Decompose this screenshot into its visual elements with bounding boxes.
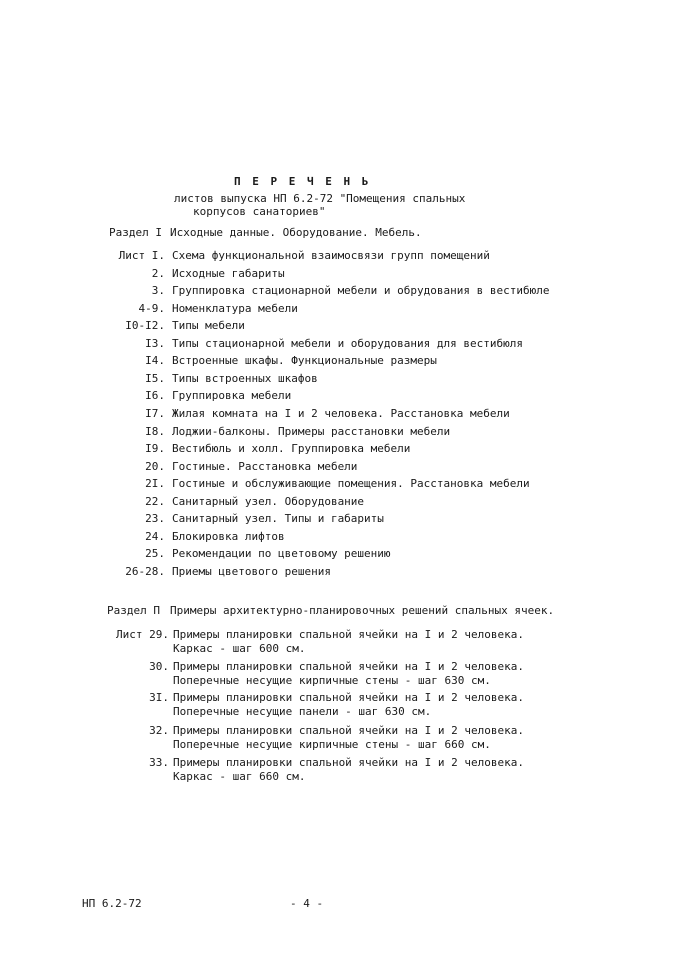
list-item-number: I9. (145, 442, 165, 455)
list-item-number: I6. (145, 389, 165, 402)
list-item-text: Встроенные шкафы. Функциональные размеры (172, 354, 437, 367)
list-item-number: 20. (145, 460, 165, 473)
list-item-text: Блокировка лифтов (172, 530, 285, 543)
list-item-number: 32. (149, 724, 169, 737)
list-item-number: 2I. (145, 477, 165, 490)
document-subtitle-line1: листов выпуска НП 6.2-72 "Помещения спальных (174, 192, 466, 205)
list-item-number: Лист I. (118, 249, 165, 262)
list-item-text: Примеры планировки спальной ячейки на I и 2 человека. (173, 660, 524, 673)
list-item-text: Схема функциональной взаимосвязи групп помещений (172, 249, 490, 262)
list-item-number: I0-I2. (125, 319, 165, 332)
list-item-number: 24. (145, 530, 165, 543)
list-item-number: 25. (145, 547, 165, 560)
list-item-number: 4-9. (138, 302, 165, 315)
list-item-text-continued: Поперечные несущие кирпичные стены - шаг 630 см. (173, 674, 491, 687)
document-subtitle-line2: корпусов санаториев" (193, 205, 326, 218)
list-item-text-continued: Поперечные несущие панели - шаг 630 см. (173, 705, 432, 718)
list-item-text: Гостиные и обслуживающие помещения. Расстановка мебели (172, 477, 530, 490)
list-item-text: Группировка мебели (172, 389, 292, 402)
list-item-number: I7. (145, 407, 165, 420)
section2-label: Раздел П (107, 604, 160, 617)
list-item-text: Санитарный узел. Типы и габариты (172, 512, 384, 525)
list-item-text: Примеры планировки спальной ячейки на I и 2 человека. (173, 756, 524, 769)
list-item-number: 3I. (149, 691, 169, 704)
list-item-text: Типы стационарной мебели и оборудования для вестибюля (172, 337, 523, 350)
list-item-number: 3. (151, 284, 165, 297)
list-item-text-continued: Каркас - шаг 660 см. (173, 770, 306, 783)
list-item-text: Примеры планировки спальной ячейки на I и 2 человека. (173, 691, 524, 704)
list-item-text: Приемы цветового решения (172, 565, 331, 578)
list-item-text: Жилая комната на I и 2 человека. Расстановка мебели (172, 407, 510, 420)
list-item-number: I8. (145, 425, 165, 438)
list-item-number: I5. (145, 372, 165, 385)
list-item-number: 23. (145, 512, 165, 525)
list-item-text-continued: Каркас - шаг 600 см. (173, 642, 306, 655)
footer-page-number: - 4 - (290, 897, 324, 910)
list-item-text: Типы мебели (172, 319, 245, 332)
list-item-text-continued: Поперечные несущие кирпичные стены - шаг 660 см. (173, 738, 491, 751)
list-item-number: I4. (145, 354, 165, 367)
list-item-number: 26-28. (125, 565, 165, 578)
list-item-text: Номенклатура мебели (172, 302, 298, 315)
document-title: П Е Р Е Ч Е Н Ь (234, 175, 371, 188)
list-item-text: Примеры планировки спальной ячейки на I и 2 человека. (173, 628, 524, 641)
section1-title: Исходные данные. Оборудование. Мебель. (170, 226, 422, 239)
list-item-number: 22. (145, 495, 165, 508)
section2-title: Примеры архитектурно-планировочных решений спальных ячеек. (170, 604, 555, 617)
list-item-text: Группировка стационарной мебели и обрудования в вестибюле (172, 284, 550, 297)
list-item-text: Вестибюль и холл. Группировка мебели (172, 442, 411, 455)
list-item-text: Рекомендации по цветовому решению (172, 547, 391, 560)
list-item-text: Гостиные. Расстановка мебели (172, 460, 358, 473)
list-item-text: Лоджии-балконы. Примеры расстановки мебели (172, 425, 451, 438)
list-item-number: I3. (145, 337, 165, 350)
list-item-number: 33. (149, 756, 169, 769)
footer-doc-code: НП 6.2-72 (82, 897, 142, 910)
list-item-number: 2. (151, 267, 165, 280)
section1-label: Раздел I (109, 226, 162, 239)
list-item-number: Лист 29. (116, 628, 169, 641)
list-item-text: Типы встроенных шкафов (172, 372, 318, 385)
list-item-number: 30. (149, 660, 169, 673)
list-item-text: Исходные габариты (172, 267, 285, 280)
list-item-text: Санитарный узел. Оборудование (172, 495, 365, 508)
list-item-text: Примеры планировки спальной ячейки на I и 2 человека. (173, 724, 524, 737)
